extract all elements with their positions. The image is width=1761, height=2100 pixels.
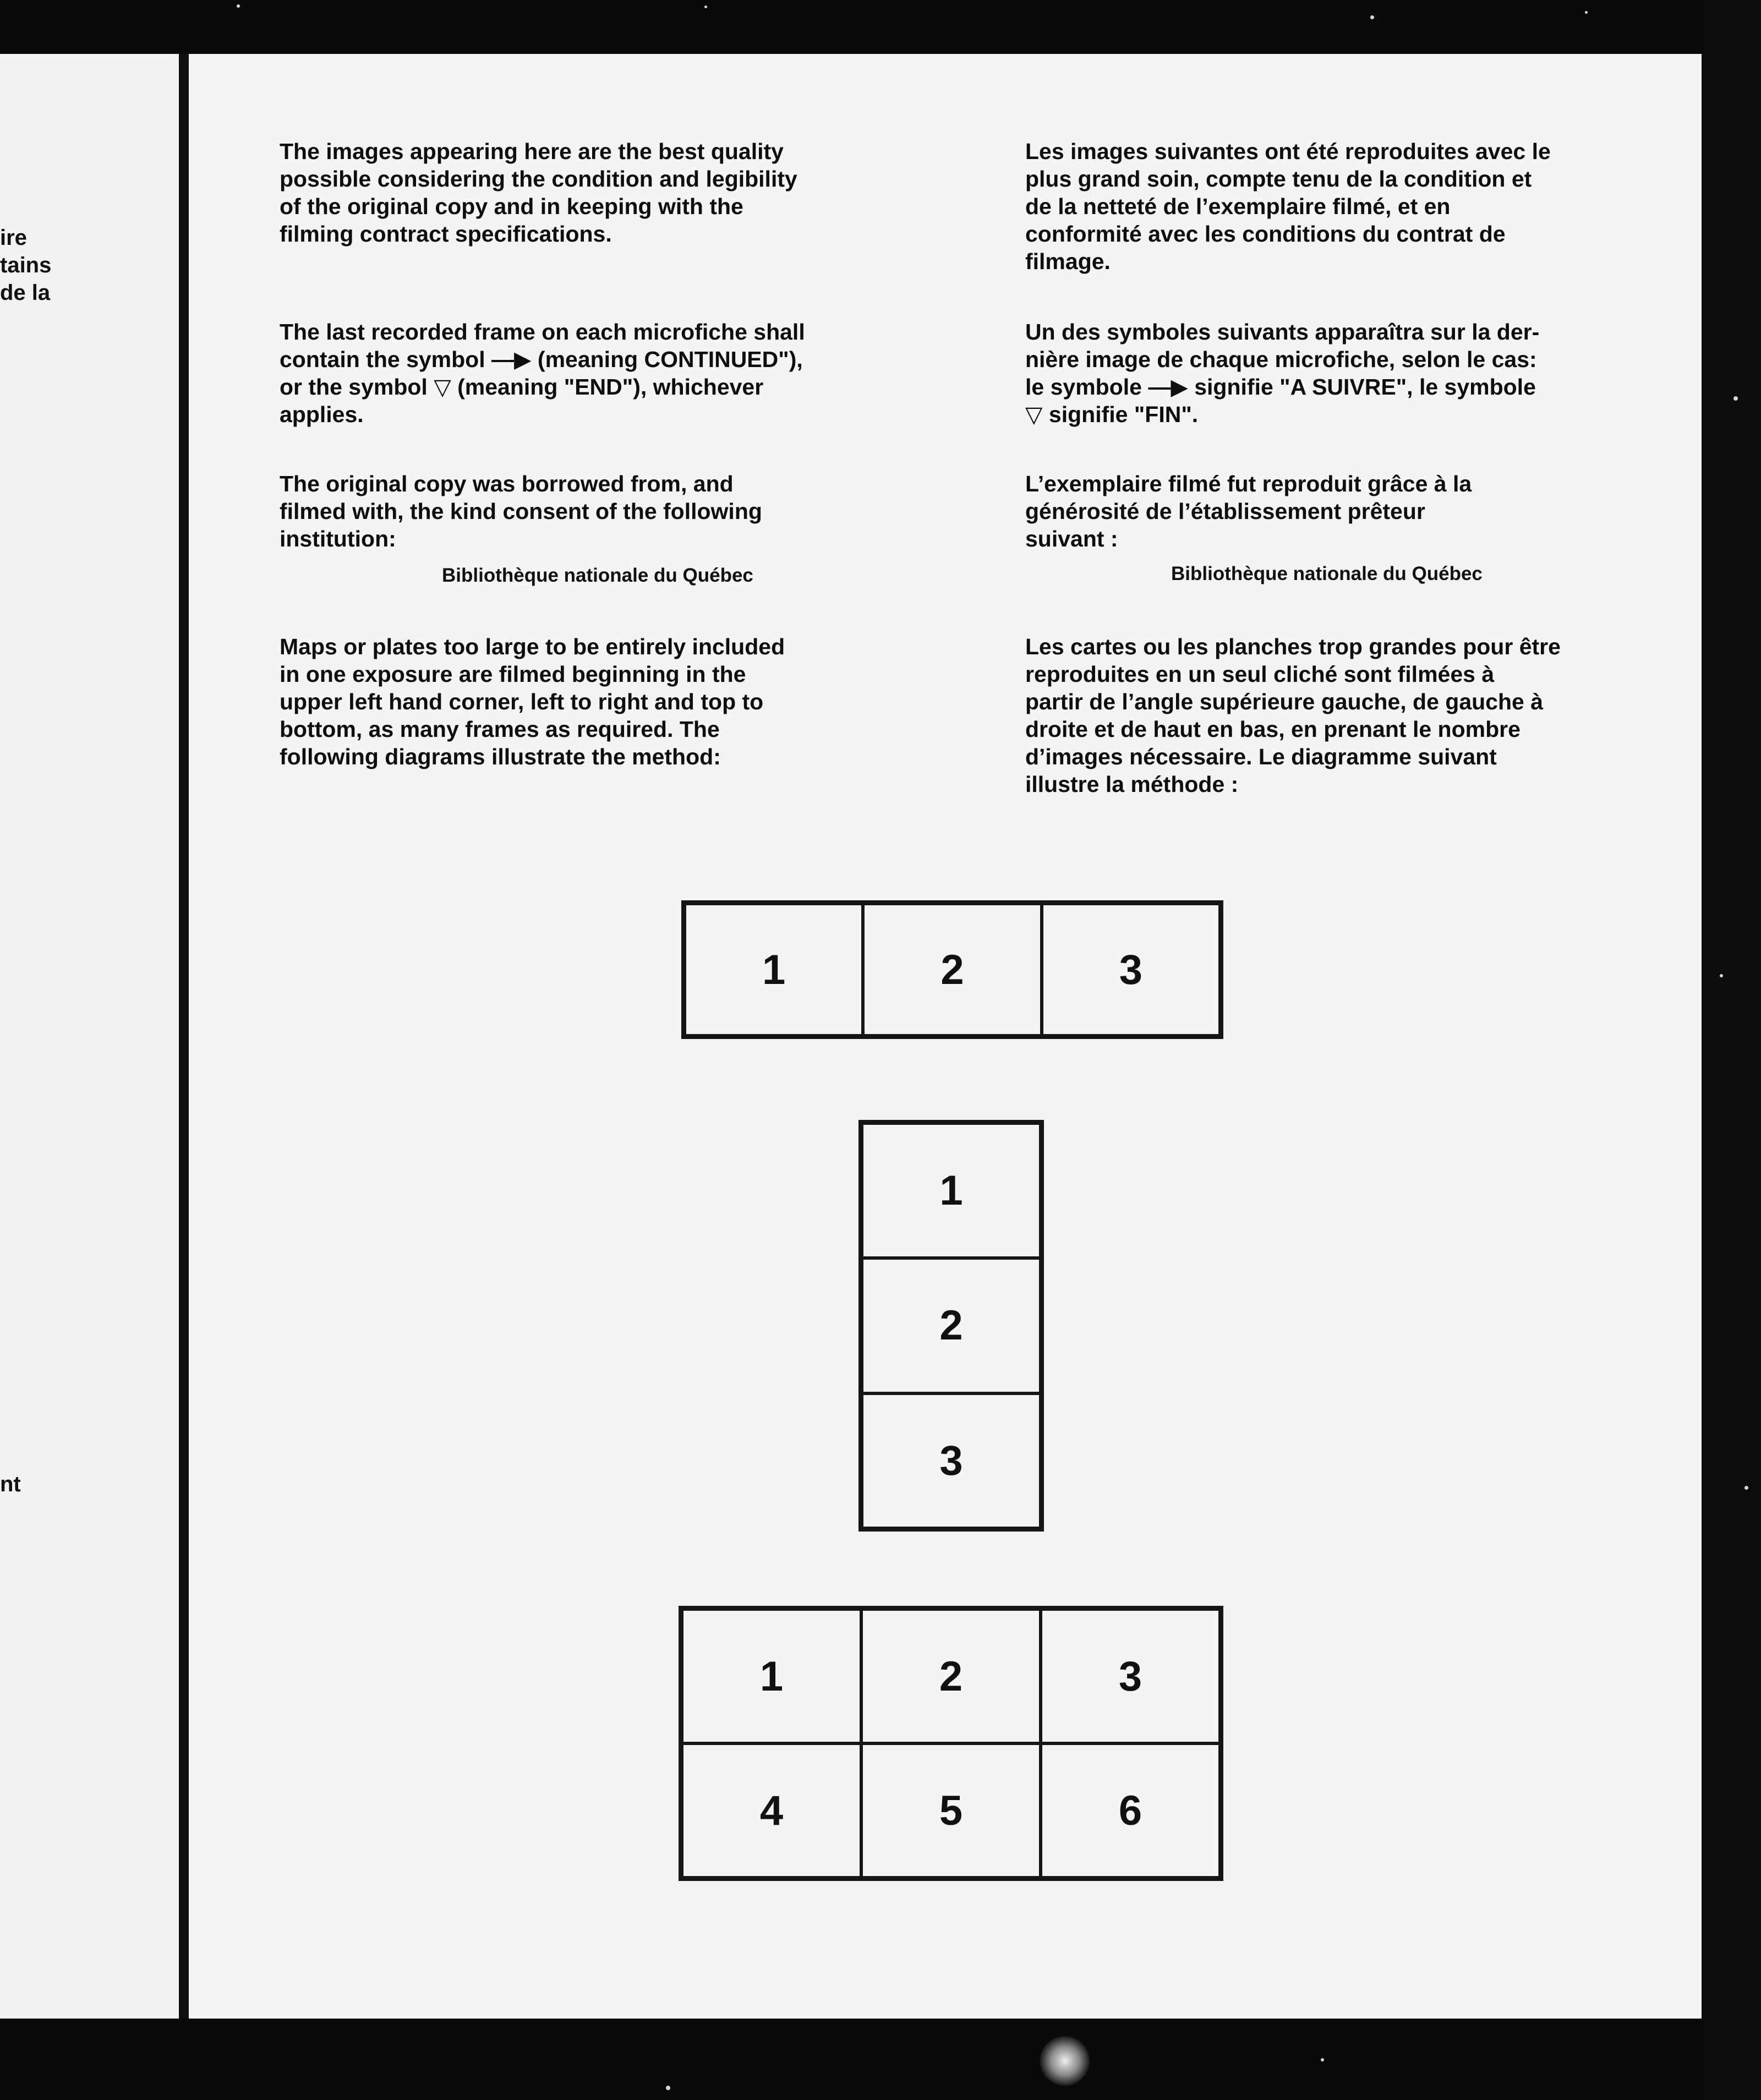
fr-maps-paragraph — [1025, 633, 1694, 798]
film-speck — [1370, 15, 1374, 19]
film-bottom-edge — [0, 2019, 1761, 2100]
frame-cell: 1 — [862, 1123, 1041, 1258]
fr-quality-paragraph — [1025, 138, 1694, 275]
text-line: Les images suivantes ont été reproduites avec le — [1025, 139, 1551, 164]
frame-divider — [179, 54, 189, 2019]
text-line: following diagrams illustrate the method: — [280, 744, 721, 769]
text-line: suivant : — [1025, 526, 1118, 551]
text-line: contain the symbol —▶ (meaning CONTINUED"), — [280, 347, 803, 372]
previous-frame — [0, 54, 179, 2019]
text-line: générosité de l’établissement prêteur — [1025, 499, 1425, 524]
horizontal-frames-diagram — [681, 900, 1223, 1039]
fr-symbols-paragraph — [1025, 318, 1694, 428]
text-line: upper left hand corner, left to right and top to — [280, 689, 764, 714]
text-line: L’exemplaire filmé fut reproduit grâce à la — [1025, 471, 1472, 496]
previous-frame-text: tains — [0, 253, 52, 277]
film-top-edge — [0, 0, 1761, 54]
film-speck — [1321, 2058, 1324, 2061]
film-right-edge — [1702, 0, 1761, 2100]
previous-frame-text: de la — [0, 281, 51, 305]
en-consent-paragraph — [280, 470, 973, 553]
frame-cell: 1 — [682, 1609, 861, 1743]
text-line: of the original copy and in keeping with the — [280, 194, 743, 219]
text-line: filmage. — [1025, 249, 1111, 274]
text-line: plus grand soin, compte tenu de la condition et — [1025, 166, 1532, 192]
previous-frame-text: nt — [0, 1472, 21, 1496]
frame-cell: 3 — [1042, 904, 1220, 1036]
text-line: The original copy was borrowed from, and — [280, 471, 734, 496]
vertical-frames-diagram — [858, 1120, 1044, 1532]
film-speck — [666, 2086, 670, 2090]
grid-frames-diagram — [679, 1606, 1223, 1881]
frame-cell: 3 — [1041, 1609, 1220, 1743]
en-symbols-paragraph — [280, 318, 973, 428]
text-line: or the symbol ▽ (meaning "END"), whichever — [280, 374, 764, 400]
frame-cell: 2 — [862, 1258, 1041, 1393]
en-maps-paragraph — [280, 633, 973, 770]
microfiche-target-page — [189, 54, 1702, 2019]
previous-frame-text: ire — [0, 226, 27, 250]
text-line: reproduites en un seul cliché sont filmées à — [1025, 661, 1495, 687]
film-speck — [237, 4, 240, 8]
film-speck — [1733, 396, 1738, 401]
text-line: partir de l’angle supérieure gauche, de gauche à — [1025, 689, 1544, 714]
en-institution-name: Bibliothèque nationale du Québec — [442, 565, 753, 586]
frame-cell: 5 — [861, 1743, 1041, 1878]
text-line: applies. — [280, 402, 364, 427]
frame-cell: 2 — [863, 904, 1041, 1036]
text-line: The images appearing here are the best quality — [280, 139, 784, 164]
frame-cell: 2 — [861, 1609, 1041, 1743]
text-line: in one exposure are filmed beginning in the — [280, 661, 746, 687]
film-speck — [704, 6, 707, 8]
text-line: le symbole —▶ signifie "A SUIVRE", le symbole — [1025, 374, 1536, 400]
film-speck — [1744, 1486, 1748, 1490]
text-line: institution: — [280, 526, 396, 551]
text-line: bottom, as many frames as required. The — [280, 717, 720, 742]
text-line: The last recorded frame on each microfiche shall — [280, 319, 805, 344]
fr-institution-name: Bibliothèque nationale du Québec — [1171, 563, 1483, 584]
fr-consent-paragraph — [1025, 470, 1694, 553]
text-line: conformité avec les conditions du contrat de — [1025, 221, 1506, 247]
text-line: Maps or plates too large to be entirely included — [280, 634, 785, 659]
text-line: nière image de chaque microfiche, selon le cas: — [1025, 347, 1537, 372]
text-line: ▽ signifie "FIN". — [1025, 402, 1199, 427]
text-line: illustre la méthode : — [1025, 772, 1239, 797]
frame-cell: 4 — [682, 1743, 861, 1878]
frame-cell: 6 — [1041, 1743, 1220, 1878]
text-line: de la netteté de l’exemplaire filmé, et en — [1025, 194, 1451, 219]
text-line: possible considering the condition and legibility — [280, 166, 797, 192]
text-line: Un des symboles suivants apparaîtra sur la der- — [1025, 319, 1540, 344]
film-speck — [1720, 974, 1723, 977]
text-line: Les cartes ou les planches trop grandes pour être — [1025, 634, 1561, 659]
frame-cell: 3 — [862, 1393, 1041, 1528]
frame-cell: 1 — [685, 904, 863, 1036]
text-line: d’images nécessaire. Le diagramme suivant — [1025, 744, 1497, 769]
text-line: filmed with, the kind consent of the following — [280, 499, 762, 524]
text-line: droite et de haut en bas, en prenant le nombre — [1025, 717, 1521, 742]
film-speck — [1585, 11, 1588, 14]
text-line: filming contract specifications. — [280, 221, 612, 247]
film-light-spot — [1040, 2036, 1090, 2086]
en-quality-paragraph — [280, 138, 973, 248]
